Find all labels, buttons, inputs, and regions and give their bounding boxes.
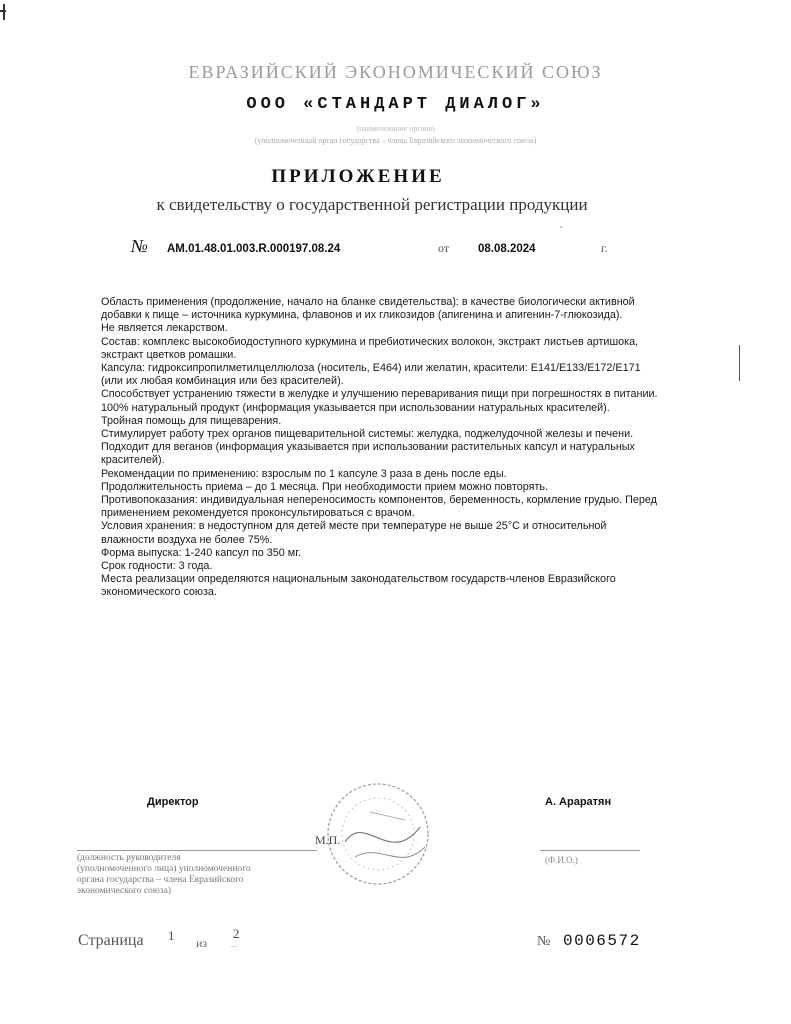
paragraph-scope: Область применения (продолжение, начало на бланке свидетельства): в качестве биологически активной добавки к пище – источника куркумина, флавонов и их гликозидов (апигенина и апигенин-7-глюкозида). (101, 296, 635, 322)
signatory-position: Директор (147, 796, 199, 808)
document-subheading: к свидетельству о государственной регистрации продукции (156, 195, 588, 214)
organization-name: ООО «СТАНДАРТ ДИАЛОГ» (246, 95, 545, 114)
paragraph-shelf-life: Срок годности: 3 года. (101, 560, 213, 573)
certificate-number-label: № (131, 236, 148, 256)
paragraph-duration: Продолжительность приема – до 1 месяца. При необходимости прием можно повторять. (101, 480, 549, 493)
paragraph-capsule: Капсула: гидроксипропилметилцеллюлоза (носитель, Е464) или желатин, красители: Е141/Е133/Е172/Е171 (или их любая комбинация или без красителей). (101, 362, 641, 388)
paragraph-natural: 100% натуральный продукт (информация указывается при использовании натуральных красителей). (101, 401, 610, 414)
paragraph-composition: Состав: комплекс высокобиодоступного куркумина и пребиотических волокон, экстракт листьев артишока, экстракт цветков ромашки. (101, 335, 639, 361)
initials-caption: (Ф.И.О.) (545, 855, 578, 865)
signatory-name: А. Араратян (545, 796, 612, 808)
stamp-place-label: М.П. (315, 833, 341, 847)
paragraph-vegan: Подходит для веганов (информация указывается при использовании растительных капсул и натуральных красителей). (101, 441, 635, 467)
signature-rule-left (77, 850, 317, 851)
body-text (101, 296, 661, 600)
year-suffix: г. (601, 241, 608, 255)
caption-line: (уполномоченного лица) уполномоченного (77, 864, 251, 874)
paragraph-release-form: Форма выпуска: 1-240 капсул по 350 мг. (101, 546, 301, 559)
page-total: 2 (233, 926, 240, 941)
certificate-date: 08.08.2024 (478, 243, 536, 255)
authority-caption: (уполномоченный орган государства – члена Евразийского экономического союза) (254, 136, 537, 145)
certificate-number: AM.01.48.01.003.R.000197.08.24 (167, 243, 341, 255)
caption-line: экономического союза) (77, 886, 172, 896)
scan-corner-mark (3, 4, 5, 20)
paragraph-storage: Условия хранения: в недоступном для детей месте при температуре не выше 25°С и относительной влажности воздуха не более 75%. (101, 520, 607, 546)
union-title: ЕВРАЗИЙСКИЙ ЭКОНОМИЧЕСКИЙ СОЮЗ (188, 62, 603, 82)
organization-caption: (наименование органа) (356, 124, 435, 133)
page-dots: ... (231, 940, 237, 949)
signature-rule-right (540, 850, 640, 851)
page-of-label: из (196, 936, 208, 950)
paragraph-sale-places: Места реализации определяются национальным законодательством государств-членов Евразийского экономического союза. (101, 573, 616, 599)
official-stamp (310, 772, 440, 902)
page-current: 1 (168, 928, 175, 943)
tick-mark: , (560, 220, 562, 229)
paragraph-dosage: Рекомендации по применению: взрослым по 1 капсуле 3 раза в день после еды. (101, 467, 507, 480)
blank-number-label: № (537, 934, 551, 949)
caption-line: (должность руководителя (77, 853, 181, 863)
scan-edge-mark (739, 345, 740, 381)
paragraph-contraindications: Противопоказания: индивидуальная непереносимость компонентов, беременность, кормление грудью. Перед применением рекомендуется проконсультироваться с врачом. (101, 494, 657, 520)
page-label: Страница (78, 932, 144, 949)
blank-number: 0006572 (563, 932, 641, 950)
paragraph-not-medicine: Не является лекарством. (101, 322, 228, 335)
caption-line: органа государства – члена Евразийского (77, 875, 244, 885)
scan-corner-mark-horizontal (0, 10, 6, 12)
date-from-label: от (438, 241, 450, 255)
paragraph-benefit: Способствует устранению тяжести в желудке и улучшению переваривания пищи при погрешностях в питании. (101, 388, 658, 401)
paragraph-stimulates: Стимулирует работу трех органов пищеварительной системы: желудка, поджелудочной железы и печени. (101, 428, 634, 441)
position-caption (77, 853, 327, 897)
paragraph-triple-help: Тройная помощь для пищеварения. (101, 414, 282, 427)
document-heading: ПРИЛОЖЕНИЕ (271, 166, 445, 187)
